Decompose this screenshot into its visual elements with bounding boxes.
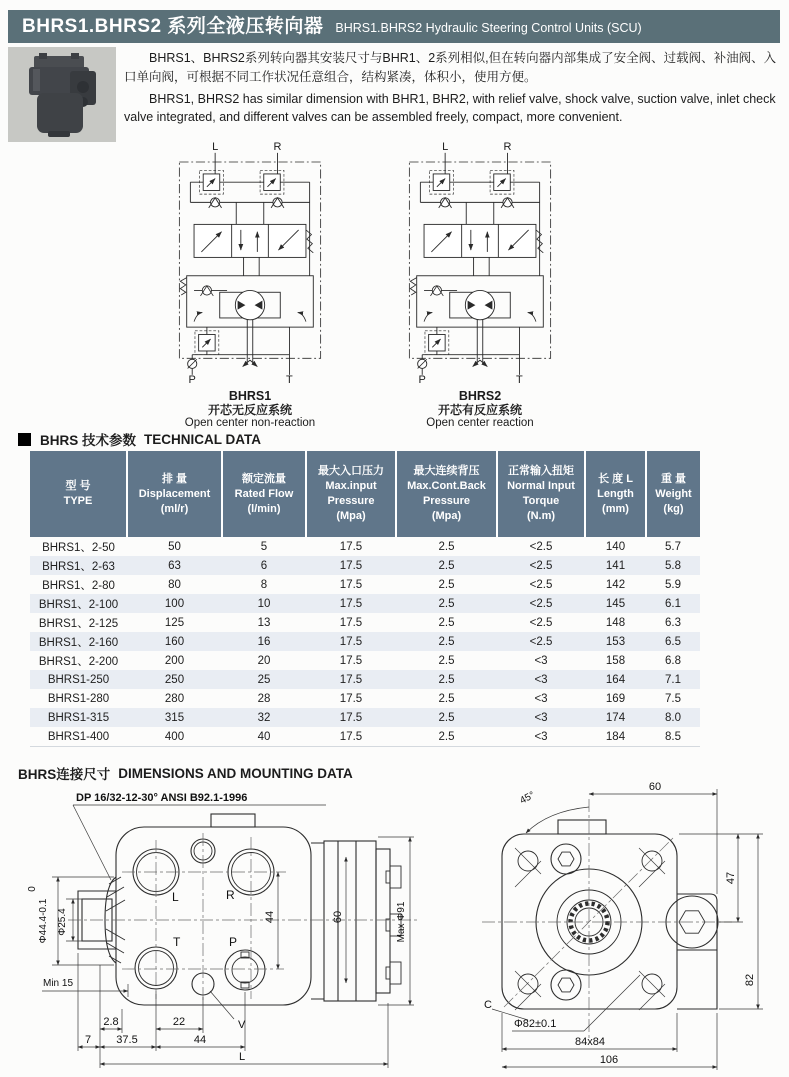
- schematic-caption-cn: 开芯有反应系统: [437, 402, 522, 417]
- dim-82: 82: [744, 973, 756, 987]
- steering-unit-image: [8, 47, 116, 142]
- dim-shaft-diameter: Φ44.4-0.1: [38, 898, 49, 944]
- table-cell: 169: [605, 692, 626, 705]
- table-cell: 5.7: [665, 540, 681, 553]
- table-row: [30, 556, 700, 575]
- schematic-caption-en: Open center reaction: [426, 417, 534, 429]
- table-cell: 5: [260, 540, 268, 553]
- column-header: 额定流量 Rated Flow (l/min): [222, 451, 306, 537]
- table-cell: 16: [257, 635, 271, 648]
- dims-section-title-cn: BHRS连接尺寸: [18, 767, 111, 782]
- dim-pilot-diameter: Φ25.4: [57, 908, 68, 936]
- technical-data-table: [30, 451, 700, 747]
- table-row: [30, 613, 700, 632]
- table-cell: 6.5: [665, 635, 681, 648]
- table-cell: 63: [168, 559, 181, 572]
- header-bar: [8, 10, 780, 43]
- hydraulic-circuit-diagram: [402, 140, 558, 384]
- column-header: 最大连续背压 Max.Cont.Back Pressure (Mpa): [396, 451, 497, 537]
- table-cell: 17.5: [339, 597, 363, 610]
- port-label-t: T: [516, 374, 523, 384]
- schematic-caption: [160, 390, 340, 431]
- square-bullet-icon: [18, 433, 31, 446]
- port-label-r: R: [226, 888, 235, 902]
- contour-label-c: C: [484, 999, 492, 1011]
- table-cell: BHRS1、2-100: [38, 598, 119, 611]
- table-cell: <2.5: [529, 635, 553, 648]
- table-header-row: [30, 451, 700, 537]
- table-cell: 164: [605, 673, 626, 686]
- table-cell: 153: [605, 635, 626, 648]
- table-cell: 17.5: [306, 727, 396, 747]
- table-cell: 142: [605, 578, 626, 591]
- schematic-caption-en: Open center non-reaction: [184, 417, 316, 429]
- table-cell: <2.5: [529, 597, 553, 610]
- table-cell: BHRS1、2-50: [42, 541, 115, 554]
- page-title-cn: BHRS1.BHRS2 系列全液压转向器: [22, 16, 324, 37]
- port-label-r: R: [503, 141, 512, 154]
- table-cell: BHRS1-280: [47, 692, 110, 705]
- table-cell: 2.5: [438, 540, 455, 553]
- dim-106: 106: [599, 1054, 619, 1066]
- table-cell: 315: [164, 711, 185, 724]
- table-row: [30, 689, 700, 708]
- column-header: 型 号 TYPE: [30, 451, 127, 537]
- table-cell: 10: [257, 597, 271, 610]
- table-cell: 8: [260, 578, 268, 591]
- table-cell: 20: [257, 654, 271, 667]
- port-label-p: P: [229, 935, 238, 949]
- column-header: 排 量 Displacement (ml/r): [127, 451, 222, 537]
- page-title-en: BHRS1.BHRS2 Hydraulic Steering Control Units (SCU): [335, 21, 642, 35]
- table-cell: <3: [534, 711, 548, 724]
- tech-section-title-cn: BHRS 技术参数: [40, 433, 137, 448]
- table-cell: 17.5: [339, 711, 363, 724]
- table-cell: 17.5: [339, 673, 363, 686]
- dim-84x84: 84x84: [575, 1036, 605, 1048]
- table-row: [30, 537, 700, 556]
- dims-section-title: [18, 763, 353, 783]
- table-cell: 400: [127, 727, 222, 747]
- table-cell: 80: [168, 578, 181, 591]
- dim-angle-45: 45°: [518, 789, 537, 807]
- table-cell: 148: [605, 616, 626, 629]
- table-cell: 250: [164, 673, 185, 686]
- table-cell: 6.1: [665, 597, 681, 610]
- table-row: [30, 727, 700, 747]
- table-cell: 7.5: [665, 692, 681, 705]
- intro-paragraph-en: BHRS1, BHRS2 has similar dimension with BHR1, BHR2, with relief valve, shock valve, suction valve, inlet check valve integrated, and different valves can be assembled freely, compact, more convenient.: [124, 92, 776, 124]
- table-cell: 2.5: [438, 635, 455, 648]
- table-cell: <2.5: [529, 540, 553, 553]
- table-cell: 2.5: [438, 654, 455, 667]
- schematic-model-label: BHRS2: [458, 389, 502, 403]
- table-row: [30, 708, 700, 727]
- table-cell: BHRS1-250: [47, 673, 110, 686]
- table-cell: 184: [585, 727, 646, 747]
- product-photo: [8, 47, 116, 142]
- table-cell: <3: [534, 654, 548, 667]
- table-cell: 17.5: [339, 692, 363, 705]
- table-cell: 17.5: [339, 559, 363, 572]
- table-row: [30, 594, 700, 613]
- table-cell: 25: [257, 673, 271, 686]
- dim-min-depth: Min 15: [43, 978, 74, 989]
- tech-section-title-en: TECHNICAL DATA: [144, 431, 262, 447]
- column-header: 重 量 Weight (kg): [646, 451, 700, 537]
- hydraulic-circuit-diagram: [172, 140, 328, 384]
- dim-37-5: 37.5: [116, 1034, 138, 1046]
- table-cell: <2.5: [529, 578, 553, 591]
- table-cell: <2.5: [529, 559, 553, 572]
- table-cell: BHRS1、2-80: [42, 579, 115, 592]
- column-header: 最大入口压力 Max.input Pressure (Mpa): [306, 451, 396, 537]
- table-cell: BHRS1、2-63: [42, 560, 115, 573]
- table-cell: BHRS1-315: [47, 711, 110, 724]
- port-label-t: T: [173, 935, 181, 949]
- dim-60: 60: [648, 781, 662, 793]
- table-cell: 5.8: [665, 559, 681, 572]
- table-cell: 280: [164, 692, 185, 705]
- table-cell: 40: [222, 727, 306, 747]
- port-label-p: P: [418, 374, 426, 384]
- table-cell: 140: [605, 540, 626, 553]
- table-cell: 17.5: [339, 616, 363, 629]
- port-label-t: T: [286, 374, 293, 384]
- table-cell: 2.5: [438, 578, 455, 591]
- table-cell: 17.5: [339, 540, 363, 553]
- table-cell: 141: [605, 559, 626, 572]
- table-cell: 50: [168, 540, 181, 553]
- dim-max-diameter: Max Φ91: [396, 901, 407, 943]
- table-cell: 2.5: [438, 559, 455, 572]
- table-cell: 6: [260, 559, 268, 572]
- table-row: [30, 651, 700, 670]
- dims-section-title-en: DIMENSIONS AND MOUNTING DATA: [118, 765, 353, 781]
- table-row: [30, 670, 700, 689]
- table-cell: BHRS1、2-200: [38, 655, 119, 668]
- table-cell: 158: [605, 654, 626, 667]
- table-cell: 17.5: [339, 654, 363, 667]
- table-cell: 160: [164, 635, 185, 648]
- table-cell: 17.5: [339, 635, 363, 648]
- column-header: 正常输入扭矩 Normal Input Torque (N.m): [497, 451, 585, 537]
- port-label-l: L: [442, 141, 449, 154]
- table-cell: 145: [605, 597, 626, 610]
- table-row: [30, 575, 700, 594]
- intro-text: [124, 49, 782, 126]
- tech-section-title: [18, 429, 261, 449]
- schematic-caption: [390, 390, 570, 431]
- port-label-l: L: [212, 141, 219, 154]
- dim-bolt-circle: Φ82±0.1: [514, 1018, 557, 1030]
- dim-44-vertical: 44: [264, 910, 276, 924]
- table-cell: BHRS1-400: [30, 727, 127, 747]
- dim-length-l: L: [238, 1051, 246, 1063]
- dim-2-8: 2.8: [103, 1016, 119, 1028]
- table-cell: <3: [534, 692, 548, 705]
- dim-47: 47: [725, 871, 737, 885]
- table-cell: 2.5: [438, 692, 455, 705]
- dim-60-vertical: 60: [332, 910, 344, 924]
- table-cell: 32: [257, 711, 271, 724]
- column-header: 长 度 L Length (mm): [585, 451, 646, 537]
- schematic-bhrs1: [160, 140, 340, 431]
- table-cell: 8.0: [665, 711, 681, 724]
- table-cell: 28: [257, 692, 271, 705]
- table-cell: 174: [605, 711, 626, 724]
- side-view-drawing: [16, 785, 468, 1075]
- schematic-caption-cn: 开芯无反应系统: [207, 402, 292, 417]
- table-cell: 6.8: [665, 654, 681, 667]
- schematic-bhrs2: [390, 140, 570, 431]
- port-label-l: L: [172, 890, 179, 904]
- table-cell: 17.5: [339, 578, 363, 591]
- table-cell: 13: [257, 616, 271, 629]
- schematic-model-label: BHRS1: [228, 389, 272, 403]
- table-cell: 6.3: [665, 616, 681, 629]
- table-cell: BHRS1、2-125: [38, 617, 119, 630]
- port-label-p: P: [188, 374, 196, 384]
- table-cell: 7.1: [665, 673, 681, 686]
- table-cell: 125: [164, 616, 185, 629]
- dim-7: 7: [84, 1034, 92, 1046]
- table-body: [30, 537, 700, 747]
- table-cell: 2.5: [438, 673, 455, 686]
- table-row: [30, 632, 700, 651]
- spline-spec-label: DP 16/32-12-30° ANSI B92.1-1996: [76, 792, 248, 804]
- table-cell: <3: [534, 673, 548, 686]
- table-cell: 2.5: [396, 727, 497, 747]
- dim-22: 22: [172, 1016, 186, 1028]
- table-cell: 5.9: [665, 578, 681, 591]
- table-cell: BHRS1、2-160: [38, 636, 119, 649]
- table-cell: 200: [164, 654, 185, 667]
- table-cell: 100: [164, 597, 185, 610]
- port-label-v: V: [238, 1019, 246, 1031]
- end-view-drawing: [470, 777, 785, 1075]
- table-cell: <3: [497, 727, 585, 747]
- port-label-r: R: [273, 141, 282, 154]
- table-cell: 2.5: [438, 711, 455, 724]
- dim-tolerance-zero: 0: [27, 886, 38, 892]
- dim-44-bottom: 44: [193, 1034, 207, 1046]
- table-cell: <2.5: [529, 616, 553, 629]
- table-cell: 2.5: [438, 597, 455, 610]
- table-cell: 2.5: [438, 616, 455, 629]
- table-cell: 8.5: [646, 727, 700, 747]
- intro-paragraph-cn: BHRS1、BHRS2系列转向器其安装尺寸与BHR1、2系列相似,但在转向器内部集成了安全阀、过载阀、补油阀、入口单向阀，可根据不同工作状况任意组合，结构紧凑，体积小，使用方便。: [124, 51, 777, 84]
